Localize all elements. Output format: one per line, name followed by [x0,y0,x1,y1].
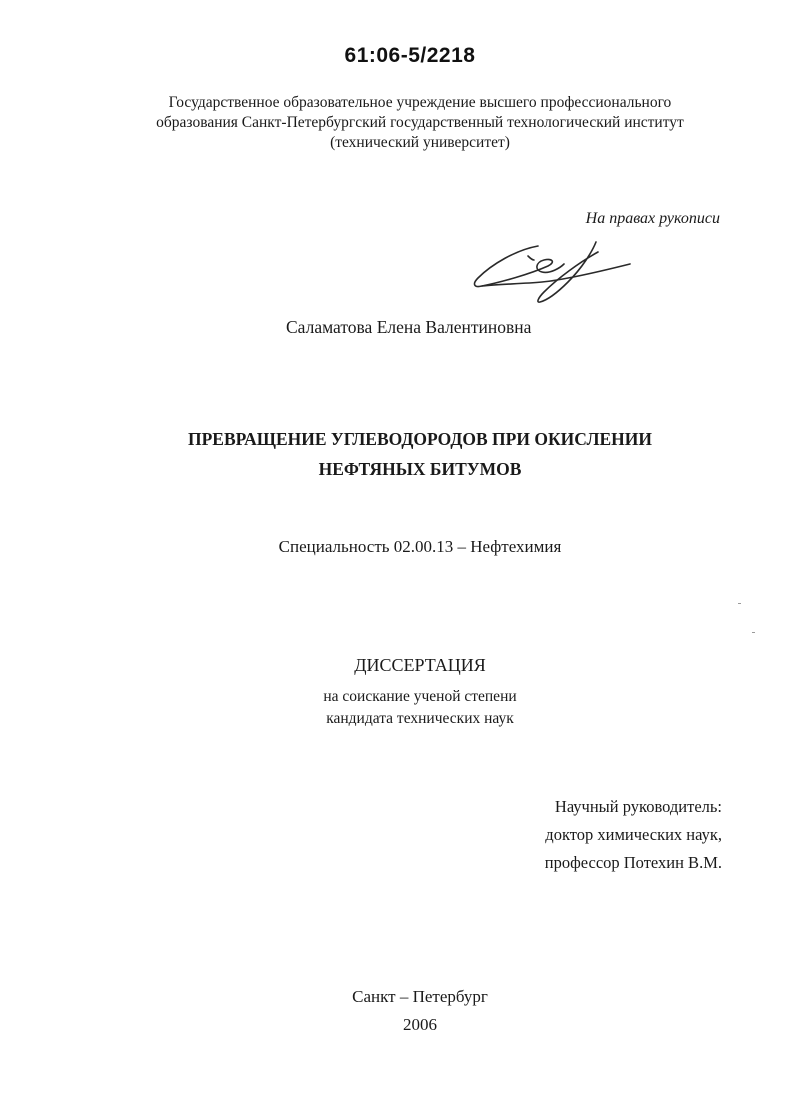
institution-name [120,93,720,153]
degree-line: на соискание ученой степени [323,688,517,705]
scan-speck [752,632,755,633]
institution-line: Государственное образовательное учреждение высшего профессионального [168,94,672,111]
dissertation-title [120,424,720,484]
specialty: Специальность 02.00.13 – Нефтехимия [278,537,562,556]
supervisor-line: профессор Потехин В.М. [544,853,722,872]
supervisor-line: Научный руководитель: [554,797,722,816]
title-line: НЕФТЯНЫХ БИТУМОВ [318,459,522,479]
title-line: ПРЕВРАЩЕНИЕ УГЛЕВОДОРОДОВ ПРИ ОКИСЛЕНИИ [188,429,652,449]
rights-note: На правах рукописи [585,210,720,227]
work-type: ДИССЕРТАЦИЯ [354,655,486,675]
author-name: Саламатова Елена Валентиновна [286,317,532,337]
place-and-year [120,983,720,1039]
supervisor-block [480,793,722,877]
institution-line: образования Санкт-Петербургский государственный технологический институт [156,114,684,131]
city: Санкт – Петербург [352,987,488,1006]
handwritten-signature [468,238,640,306]
supervisor-line: доктор химических наук, [545,825,722,844]
year: 2006 [403,1015,437,1034]
institution-line: (технический университет) [330,134,510,151]
degree-description [120,686,720,730]
catalog-code: 61:06-5/2218 [344,44,476,67]
scan-speck [738,603,741,604]
degree-line: кандидата технических наук [326,710,514,727]
